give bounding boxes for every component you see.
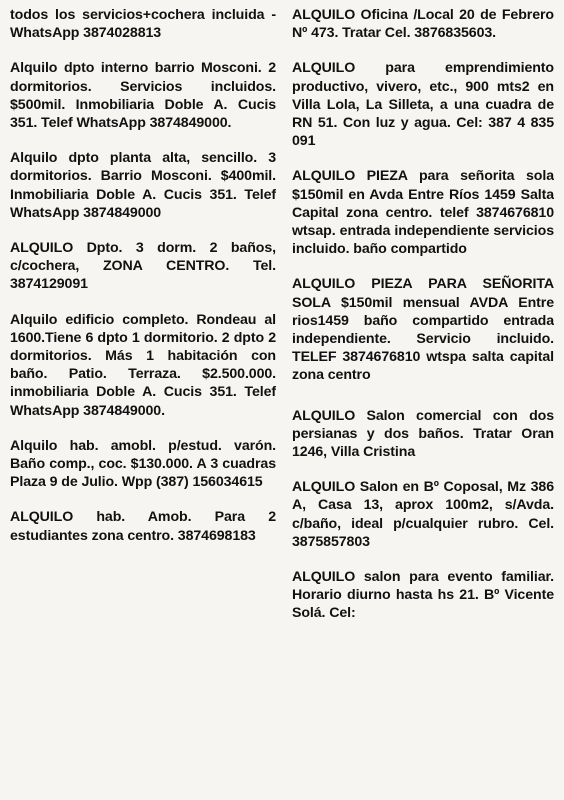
classified-ad: ALQUILO Dpto. 3 dorm. 2 baños, c/cochera, ZONA CENTRO. Tel. 3874129091 (10, 240, 276, 293)
classified-ad: todos los servicios+cochera incluida - WhatsApp 3874028813 (10, 7, 276, 42)
classified-ad: ALQUILO Salon comercial con dos persianas y dos baños. Tratar Oran 1246, Villa Cristina (292, 407, 554, 461)
classified-ad: ALQUILO Salon en Bº Coposal, Mz 386 A, Casa 13, aprox 100m2, s/Avda. c/baño, ideal p/cualquier rubro. Cel. 3875857803 (292, 479, 554, 550)
classified-ad: ALQUILO PIEZA PARA SEÑORITA SOLA $150mil mensual AVDA Entre rios1459 baño compartido entrada independiente. Servicio incluido. TELEF 3874676810 wtspa salta capital zona centro (292, 276, 554, 384)
classified-ad: ALQUILO hab. Amob. Para 2 estudiantes zona centro. 3874698183 (10, 509, 276, 544)
right-column (292, 0, 554, 800)
classified-ad: Alquilo hab. amobl. p/estud. varón. Baño comp., coc. $130.000. A 3 cuadras Plaza 9 de Julio. Wpp (387) 156034615 (10, 437, 276, 491)
classified-ad: Alquilo dpto planta alta, sencillo. 3 dormitorios. Barrio Mosconi. $400mil. Inmobiliaria Doble A. Cucis 351. Telef WhatsApp 3874849000 (10, 150, 276, 221)
classified-ad: ALQUILO salon para evento familiar. Horario diurno hasta hs 21. Bº Vicente Solá. Cel: (292, 569, 554, 622)
classified-ad: Alquilo edificio completo. Rondeau al 1600.Tiene 6 dpto 1 dormitorio. 2 dpto 2 dormitorios. Más 1 habitación con baño. Patio. Terraza. $2.500.000. inmobiliaria Doble A. Cucis 351. Telef WhatsApp 3874849000. (10, 311, 276, 419)
left-column (10, 0, 276, 800)
classified-ad: ALQUILO Oficina /Local 20 de Febrero Nº 473. Tratar Cel. 3876835603. (292, 7, 554, 42)
classified-ad: Alquilo dpto interno barrio Mosconi. 2 dormitorios. Servicios incluidos. $500mil. Inmobiliaria Doble A. Cucis 351. Telef WhatsApp 3874849000. (10, 60, 276, 132)
classified-ad: ALQUILO para emprendimiento productivo, vivero, etc., 900 mts2 en Villa Lola, La Silleta, a una cuadra de RN 51. Con luz y agua. Cel: 387 4 835 091 (292, 60, 554, 150)
classified-ad: ALQUILO PIEZA para señorita sola $150mil en Avda Entre Ríos 1459 Salta Capital zona centro. telef 3874676810 wtsap. entrada independiente servicios incluido. baño compartido (292, 168, 554, 258)
